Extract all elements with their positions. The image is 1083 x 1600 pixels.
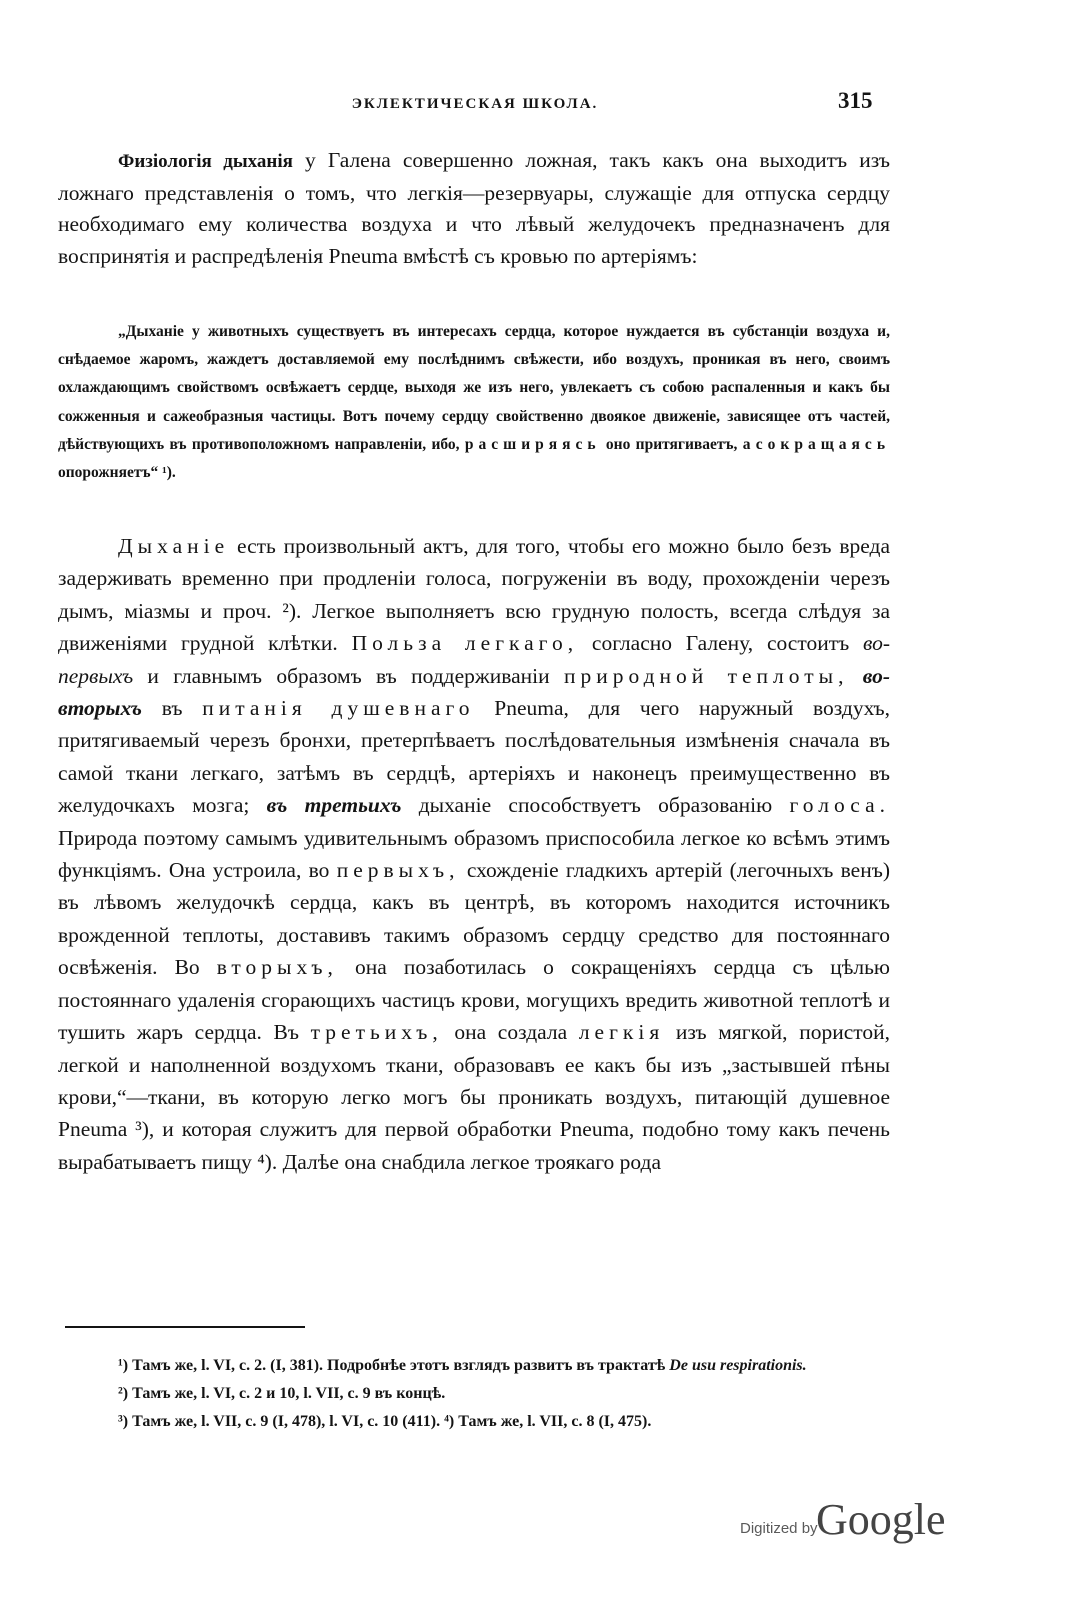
paragraph-text: дыханiе способствуетъ образованiю	[401, 793, 790, 818]
paragraph-text	[848, 664, 862, 688]
footnotes	[62, 1352, 890, 1436]
footnote-text: ¹) Тамъ же, l. VI, c. 2. (I, 381). Подробнѣе этотъ взглядъ развитъ въ трактатѣ	[118, 1357, 670, 1374]
paragraph-2	[58, 530, 890, 1178]
italic-term: во-первыхъ	[58, 631, 890, 688]
running-title: ЭКЛЕКТИЧЕСКАЯ ШКОЛА.	[351, 96, 599, 112]
google-logo: Google	[816, 1495, 946, 1544]
paragraph-text: въ	[142, 696, 203, 721]
footnote-treatise-title: De usu respirationis.	[669, 1357, 807, 1374]
galen-quote	[58, 318, 890, 487]
paragraph-text: схожденiе гладкихъ артерiй (легочныхъ венъ) въ лѣвомъ желудочкѣ сердца, какъ въ центрѣ, въ которомъ находится источникъ врожденной теплоты, доставивъ такимъ образомъ сердцу средство для постояннаго освѣженiя. Во	[58, 858, 891, 980]
italic-term: въ третьихъ	[266, 793, 402, 818]
quote-text: оно притягиваетъ, а	[600, 435, 756, 453]
paragraph-lead: Физiологiя дыханiя	[118, 151, 293, 172]
paragraph-text: Pneuma, для чего наружный воздухъ, притягиваемый черезъ бронхи, претерпѣваетъ послѣдовательныя измѣненiя сначала въ самой ткани легкаго, затѣмъ въ сердцѣ, артерiяхъ и наконецъ преимущественно въ желудочкахъ мозга;	[58, 696, 890, 818]
spaced-term: питанiя душевнаго	[202, 696, 475, 721]
paragraph-text: Природа поэтому самымъ удивительнымъ образомъ приспособила легкое ко всѣмъ этимъ функцiямъ. Она устроила, во	[58, 825, 890, 883]
paragraph-1	[58, 145, 890, 272]
spaced-term: голоса.	[789, 793, 890, 818]
quote-spaced-word: расширяясь	[464, 435, 601, 453]
spaced-term: Дыханiе	[118, 534, 230, 558]
paragraph-text: у Галена совершенно ложная, такъ какъ она выходитъ изъ ложнаго представленiя о томъ, что легкiя—резервуары, служащiе для отпуска сердцу необходимаго ему количества воздуха и что лѣвый желудочекъ предназначенъ для воспринятiя и распредѣленiя Pneuma вмѣстѣ съ кровью по артерiямъ:	[58, 148, 890, 268]
spaced-term: первыхъ,	[336, 858, 460, 883]
watermark-prefix: Digitized by	[740, 1520, 818, 1537]
quote-text: опорожняетъ“ ¹).	[58, 464, 176, 482]
footnote-3-4: ³) Тамъ же, l. VII, c. 9 (I, 478), l. VI, c. 10 (411). ⁴) Тамъ же, l. VII, c. 8 (I, 475).	[118, 1413, 652, 1430]
quote-spaced-word: сокращаясь	[755, 435, 891, 453]
footnote-2: ²) Тамъ же, l. VI, c. 2 и 10, l. VII, c. 9 въ концѣ.	[118, 1385, 446, 1402]
paragraph-text: есть произвольный актъ, для того, чтобы его можно было безъ вреда задерживать временно при продленiи голоса, погруженiи въ воду, прохожденiи черезъ дымъ, мiазмы и проч. ²). Легкое выполняетъ всю грудную полость, всегда слѣдуя за движенiями грудной клѣтки.	[58, 534, 890, 656]
footnote-rule	[65, 1326, 305, 1328]
digitized-watermark	[740, 1495, 950, 1560]
spaced-term: вторыхъ,	[216, 955, 338, 980]
footnote-1	[62, 1352, 890, 1380]
italic-term: во-вторыхъ	[58, 663, 891, 721]
paragraph-text: согласно Галену, состоитъ	[578, 631, 864, 656]
spaced-term: легкiя	[578, 1020, 665, 1045]
paragraph-text: она позаботилась о сокращенiяхъ сердца съ цѣлью постояннаго удаленiя сгорающихъ частицъ крови, могущихъ вредить животной теплотѣ и тушить жаръ сердца. Въ	[58, 955, 890, 1045]
spaced-term: Польза легкаго,	[351, 631, 579, 656]
paragraph-text: она создала	[442, 1020, 579, 1045]
quote-text: „Дыханiе у животныхъ существуетъ въ интересахъ сердца, которое нуждается въ субстанцiи воздуха и, снѣдаемое жаромъ, жаждетъ доставляемой ему послѣднимъ свѣжести, ибо воздухъ, проникая въ него, своимъ охлаждающимъ свойствомъ освѣжаетъ сердце, выходя же изъ него, увлекаетъ съ собою распаленныя и какъ бы сожженныя и сажеобразныя частицы. Вотъ почему сердцу свойственно двоякое движенiе, зависящее отъ частей, дѣйствующихъ въ противоположномъ направленiи, ибо,	[58, 323, 890, 453]
page-number: 315	[838, 88, 873, 113]
spaced-term: третьихъ,	[310, 1020, 443, 1045]
paragraph-text: изъ мягкой, пористой, легкой и наполненной воздухомъ ткани, образовавъ ее какъ бы изъ „застывшей пѣны крови,“—ткани, въ которую легко могъ бы проникать воздухъ, питающiй душевное Pneuma ³), и которая служитъ для первой обработки Pneuma, подобно тому какъ печень вырабатываетъ пищу ⁴). Далѣе она снабдила легкое троякаго рода	[58, 1020, 891, 1174]
paragraph-text: и главнымъ образомъ въ поддерживанiи	[133, 663, 564, 688]
spaced-term: природной теплоты,	[563, 663, 849, 688]
